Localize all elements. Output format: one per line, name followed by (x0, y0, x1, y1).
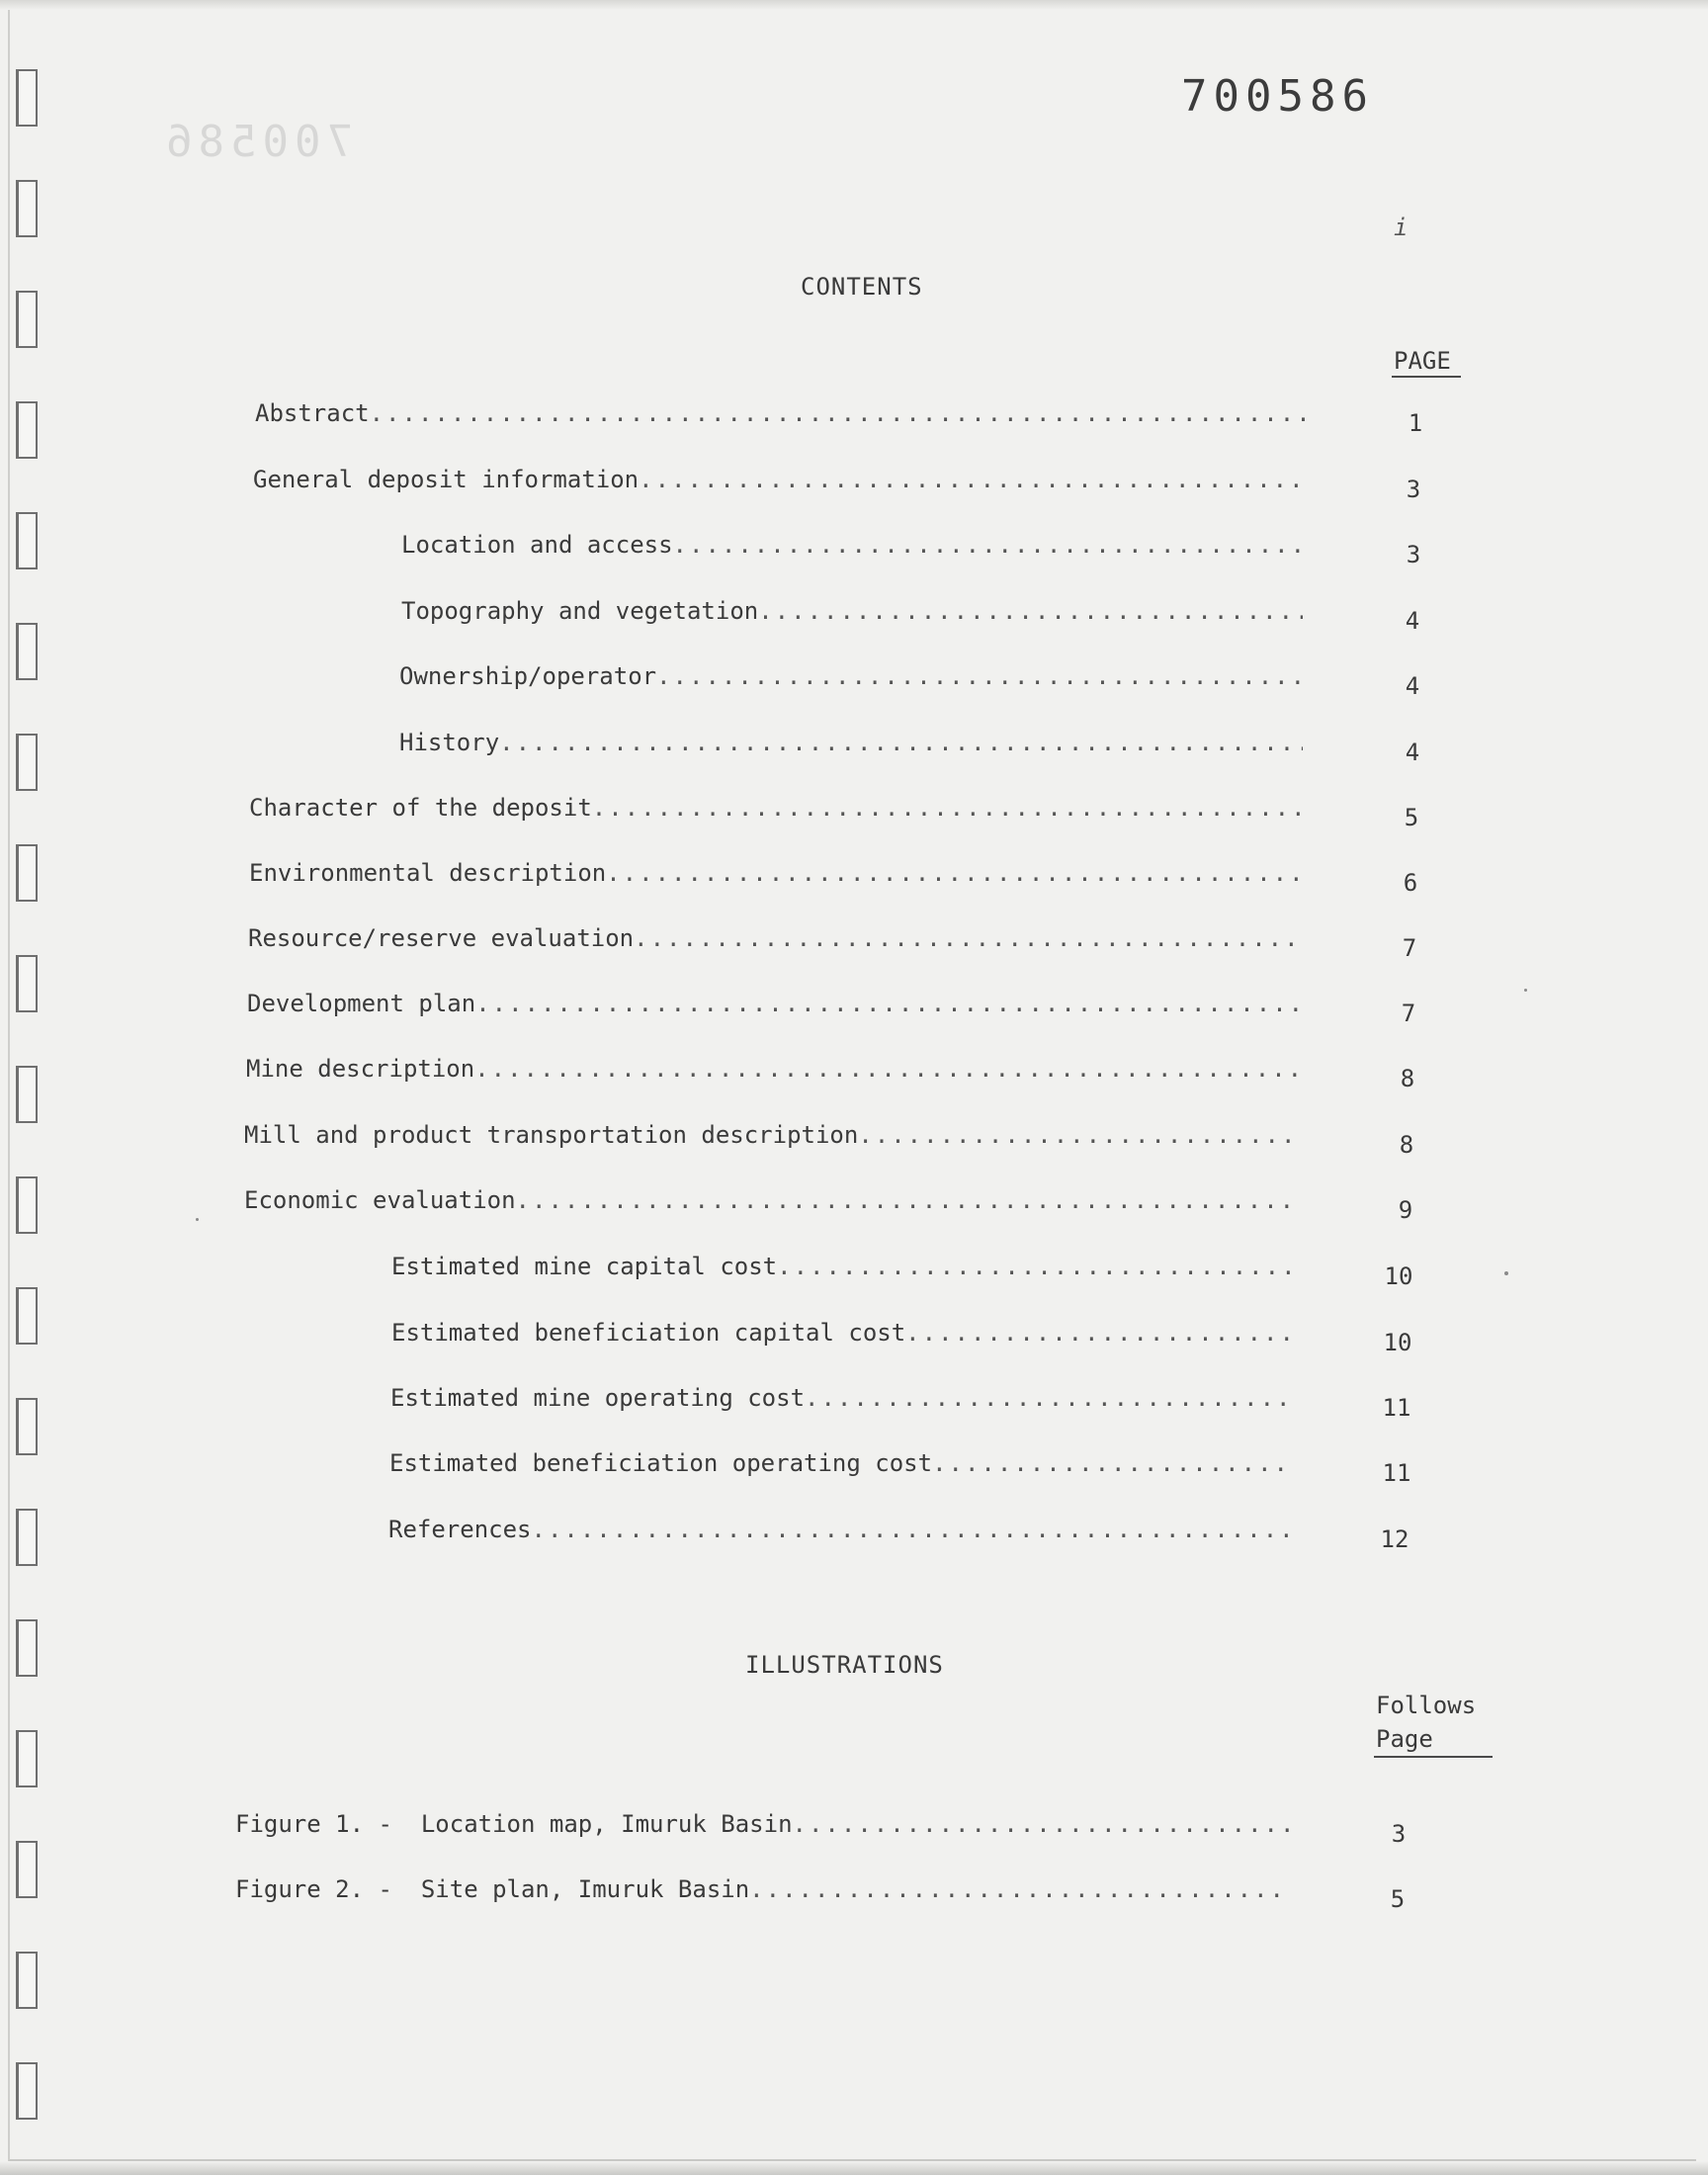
illustration-entry-page: 5 (1390, 1885, 1406, 1913)
follows-column-underline (1374, 1756, 1493, 1758)
dot-leader (673, 531, 1303, 559)
toc-entry-page: 5 (1404, 804, 1419, 831)
toc-entry-label: Estimated mine operating cost (390, 1384, 806, 1412)
dot-leader (475, 990, 1300, 1017)
toc-entry-page: 12 (1380, 1525, 1409, 1553)
toc-entry (401, 597, 1303, 631)
scan-speck (196, 1218, 199, 1221)
dot-leader (516, 1186, 1297, 1214)
punch-hole (16, 512, 38, 569)
toc-entry-label: Location and access (401, 531, 673, 559)
toc-entry-label: Ownership/operator (399, 662, 657, 690)
follows-column-label-line2: Page (1376, 1725, 1433, 1753)
dot-leader (932, 1449, 1294, 1477)
document-number-stamp: 700586 (1181, 71, 1374, 122)
toc-entry-page: 3 (1406, 476, 1421, 503)
toc-entry-label: Development plan (247, 990, 476, 1017)
dot-leader (805, 1384, 1295, 1412)
dot-leader (634, 924, 1301, 952)
toc-entry (399, 662, 1303, 696)
punch-hole (16, 1066, 38, 1123)
toc-entry (249, 794, 1303, 827)
dot-leader (656, 662, 1303, 690)
contents-heading: CONTENTS (801, 273, 923, 301)
toc-entry (246, 1055, 1299, 1088)
toc-entry-page: 10 (1384, 1262, 1413, 1290)
follows-column-label-line1: Follows (1376, 1692, 1477, 1719)
scan-speck (1524, 989, 1527, 992)
toc-entry-page: 3 (1406, 541, 1421, 568)
toc-entry (248, 924, 1301, 958)
punch-hole (16, 1398, 38, 1455)
illustration-entry (235, 1810, 1291, 1844)
punch-hole (16, 1841, 38, 1898)
dot-leader (858, 1121, 1298, 1149)
toc-entry-label: Estimated beneficiation capital cost (391, 1319, 906, 1347)
toc-entry-label: References (388, 1516, 532, 1543)
toc-entry-label: Environmental description (249, 859, 607, 887)
dot-leader (639, 466, 1305, 493)
illustration-entry-label: Figure 2. - Site plan, Imuruk Basin (235, 1875, 750, 1903)
toc-entry (401, 531, 1303, 565)
illustrations-heading: ILLUSTRATIONS (745, 1651, 944, 1679)
toc-entry-page: 4 (1405, 672, 1420, 700)
toc-entry-page: 9 (1398, 1196, 1413, 1224)
scan-top-shadow (0, 0, 1708, 10)
toc-entry-page: 10 (1383, 1329, 1412, 1356)
dot-leader (532, 1516, 1294, 1543)
toc-entry-page: 1 (1408, 409, 1423, 437)
dot-leader (499, 729, 1303, 756)
toc-entry-label: General deposit information (253, 466, 640, 493)
toc-entry-label: Mill and product transportation description (244, 1121, 859, 1149)
punch-hole (16, 180, 38, 237)
toc-entry-label: Character of the deposit (249, 794, 592, 822)
toc-entry-page: 8 (1399, 1131, 1414, 1159)
illustration-entry (235, 1875, 1289, 1909)
illustration-entry-label: Figure 1. - Location map, Imuruk Basin (235, 1810, 793, 1838)
toc-entry-label: History (399, 729, 500, 756)
toc-entry (391, 1319, 1296, 1352)
punch-hole (16, 844, 38, 902)
punch-hole (16, 2062, 38, 2120)
toc-entry (247, 990, 1300, 1023)
punch-hole (16, 1730, 38, 1787)
toc-entry (391, 1253, 1296, 1286)
punch-hole (16, 401, 38, 459)
toc-entry-label: Abstract (255, 399, 370, 427)
punch-hole (16, 955, 38, 1012)
punch-hole (16, 1619, 38, 1677)
dot-leader (758, 597, 1303, 625)
toc-entry (244, 1121, 1298, 1155)
toc-entry-page: 11 (1382, 1394, 1411, 1422)
scan-speck (1504, 1271, 1508, 1275)
punch-hole (16, 734, 38, 791)
dot-leader (606, 859, 1301, 887)
toc-entry-label: Estimated beneficiation operating cost (389, 1449, 933, 1477)
illustration-entry-page: 3 (1391, 1820, 1407, 1848)
dot-leader (370, 399, 1307, 427)
punch-hole (16, 69, 38, 127)
toc-entry-page: 7 (1402, 934, 1417, 962)
bleedthrough-stamp: 700586 (160, 117, 353, 167)
toc-entry (244, 1186, 1297, 1220)
toc-entry (253, 466, 1305, 499)
page-column-label: PAGE (1394, 347, 1451, 375)
dot-leader (777, 1253, 1296, 1280)
toc-entry-label: Estimated mine capital cost (391, 1253, 778, 1280)
toc-entry-page: 8 (1400, 1065, 1415, 1092)
punch-hole (16, 1952, 38, 2009)
punch-hole (16, 1287, 38, 1345)
toc-entry-page: 6 (1403, 869, 1418, 897)
punch-hole (16, 1509, 38, 1566)
dot-leader (905, 1319, 1296, 1347)
toc-entry-label: Resource/reserve evaluation (248, 924, 635, 952)
toc-entry-label: Mine description (246, 1055, 475, 1083)
toc-entry-label: Economic evaluation (244, 1186, 516, 1214)
scan-bottom-shadow (0, 2161, 1708, 2175)
toc-entry (389, 1449, 1294, 1483)
toc-entry-page: 11 (1382, 1459, 1411, 1487)
dot-leader (749, 1875, 1289, 1903)
toc-entry (388, 1516, 1293, 1549)
punch-hole (16, 623, 38, 680)
dot-leader (793, 1810, 1291, 1838)
punch-hole (16, 291, 38, 348)
page-number-roman: i (1394, 214, 1409, 241)
toc-entry (255, 399, 1307, 433)
toc-entry-page: 4 (1405, 607, 1420, 635)
toc-entry-label: Topography and vegetation (401, 597, 759, 625)
dot-leader (474, 1055, 1299, 1083)
punch-hole (16, 1176, 38, 1234)
toc-entry-page: 7 (1401, 1000, 1416, 1027)
toc-entry-page: 4 (1405, 739, 1420, 766)
dot-leader (592, 794, 1303, 822)
page-column-underline (1392, 376, 1461, 378)
toc-entry (399, 729, 1303, 762)
toc-entry (390, 1384, 1295, 1418)
toc-entry (249, 859, 1301, 893)
